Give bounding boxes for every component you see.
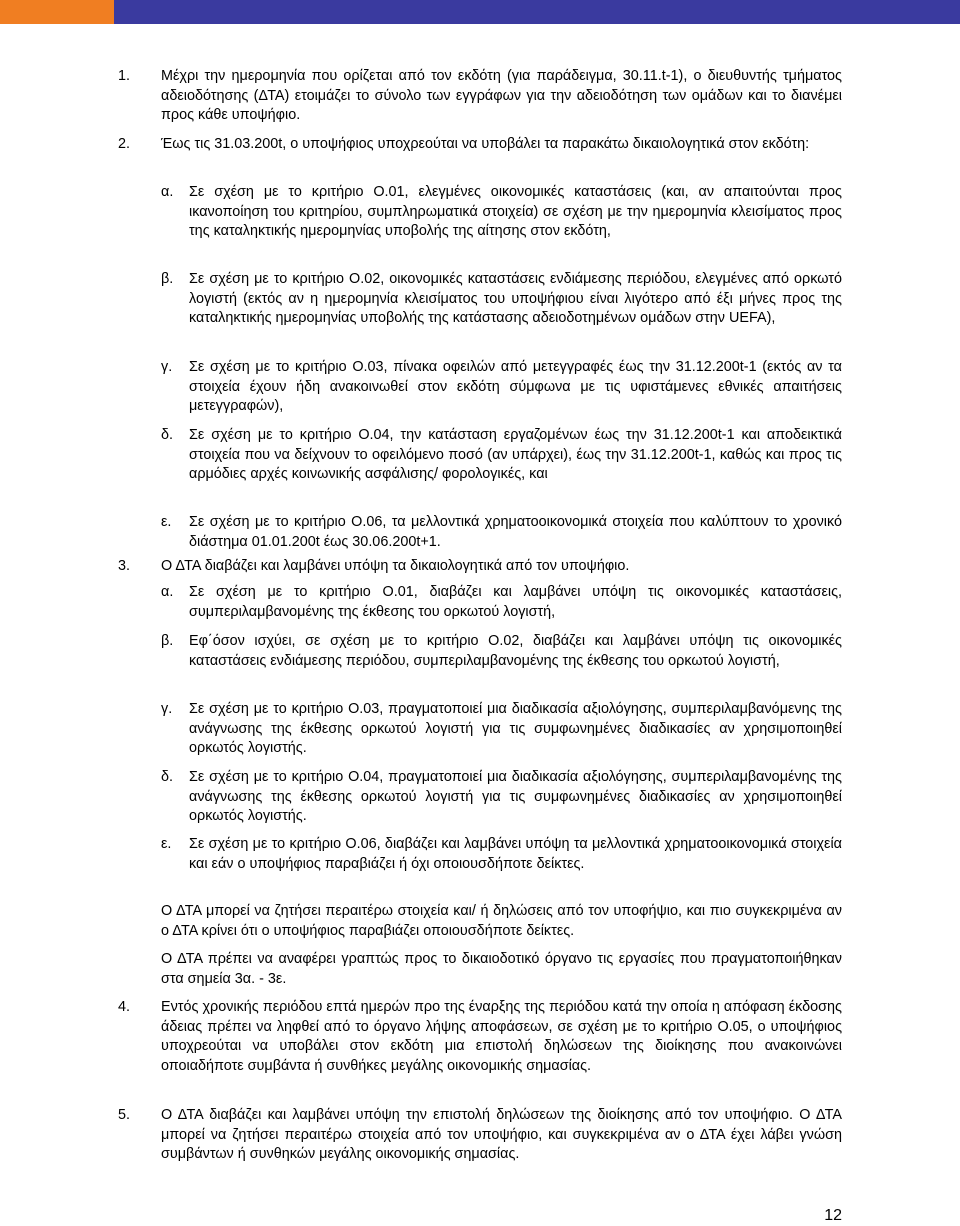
header-bar (0, 0, 960, 24)
sub-item-label: α. (161, 184, 174, 200)
header-accent-block (0, 0, 114, 24)
sub-item-2d (161, 426, 842, 485)
sub-item-text: Σε σχέση με το κριτήριο Ο.03, πίνακα οφειλών από μετεγγραφές έως την 31.12.200t-1 (εκτός αν τα στοιχεία έχουν ήδη ανακοινωθεί στον εκδότη σύμφωνα με τις υφιστάμενες εθνικές απαιτήσεις μετεγγραφών), (189, 359, 842, 414)
item-number: 3. (118, 558, 131, 574)
item-number: 5. (118, 1107, 131, 1123)
sub-item-text: Σε σχέση με το κριτήριο Ο.01, ελεγμένες οικονομικές καταστάσεις (και, αν απαιτούνται προς ικανοποίηση του κριτηρίου, συμπληρωματικά στοιχεία) σε σχέση με την ημερομηνία κλεισίματος προς της καταληκτικής ημερομηνίας υποβολής της αίτησης στον εκδότη, (189, 184, 842, 239)
list-item-5 (118, 1106, 842, 1165)
sub-item-label: δ. (161, 427, 174, 443)
item-text: Εντός χρονικής περιόδου επτά ημερών προ της έναρξης της περιόδου κατά την οποία η απόφαση έκδοσης άδειας πρέπει να ληφθεί από το όργανο λήψης αποφάσεων, σε σχέση με το κριτήριο Ο.05, ο υποψήφιος υποχρεούται να υποβάλει στον εκδότη μια επιστολή δηλώσεων της διοίκησης που ανακοινώνει οποιαδήποτε συμβάντα ή συνθήκες μεγάλης οικονομικής σημασίας. (161, 999, 842, 1074)
sub-item-text: Σε σχέση με το κριτήριο Ο.02, οικονομικές καταστάσεις ενδιάμεσης περιόδου, ελεγμένες από ορκωτό λογιστή (εκτός αν η ημερομηνία κλεισίματος του υποψήφιου είναι λιγότερο από έξι μήνες προς της καταληκτικής ημερομηνίας υποβολής της κατάστασης αδειοδοτημένων ομάδων στην UEFA), (189, 271, 842, 326)
page-number: 12 (824, 1207, 842, 1224)
sub-item-2c (161, 358, 842, 417)
header-main-block (114, 0, 960, 24)
item-text: Ο ΔΤΑ διαβάζει και λαμβάνει υπόψη τα δικαιολογητικά από τον υποψήφιο. (161, 558, 630, 574)
sub-item-3d (161, 768, 842, 827)
sub-item-text: Σε σχέση με το κριτήριο Ο.06, διαβάζει και λαμβάνει υπόψη τα μελλοντικά χρηματοοικονομικά στοιχεία και εάν ο υποψήφιος παραβιάζει ή όχι οποιουσδήποτε δείκτες. (189, 836, 842, 872)
item-text: Μέχρι την ημερομηνία που ορίζεται από τον εκδότη (για παράδειγμα, 30.11.t-1), ο διευθυντής τμήματος αδειοδότησης (ΔΤΑ) ετοιμάζει το σύνολο των εγγράφων για την αδειοδότηση των ομάδων και το διανέμει προς κάθε υποψήφιο. (161, 68, 842, 123)
list-item-3 (118, 557, 842, 577)
item-3-note-1: Ο ΔΤΑ μπορεί να ζητήσει περαιτέρω στοιχεία και/ ή δηλώσεις από τον υποφήψιο, και πιο συγκεκριμένα αν ο ΔΤΑ κρίνει ότι ο υποψήφιος παραβιάζει οποιουσδήποτε δείκτες. (161, 903, 842, 939)
item-text: Έως τις 31.03.200t, ο υποψήφιος υποχρεούται να υποβάλει τα παρακάτω δικαιολογητικά στον εκδότη: (161, 136, 810, 152)
item-number: 1. (118, 68, 131, 84)
list-item-4 (118, 998, 842, 1076)
sub-item-text: Εφ΄όσον ισχύει, σε σχέση με το κριτήριο Ο.02, διαβάζει και λαμβάνει υπόψη τις οικονομικές καταστάσεις ενδιάμεσης περιόδου, συμπεριλαμβανομένης της έκθεσης του ορκωτού λογιστή, (189, 633, 842, 669)
sub-item-2e (161, 513, 842, 552)
sub-item-label: γ. (161, 701, 173, 717)
sub-item-text: Σε σχέση με το κριτήριο Ο.01, διαβάζει και λαμβάνει υπόψη τις οικονομικές καταστάσεις, συμπεριλαμβανομένης της έκθεσης του ορκωτού λογιστή, (189, 584, 842, 620)
sub-item-text: Σε σχέση με το κριτήριο Ο.04, πραγματοποιεί μια διαδικασία αξιολόγησης, συμπεριλαμβανομένης της ανάγνωσης της έκθεσης ορκωτού λογιστή για τις συμφωνημένες διαδικασίες αν χρησιμοποιηθεί ορκωτός λογιστής. (189, 769, 842, 824)
sub-item-2b (161, 270, 842, 329)
sub-item-label: ε. (161, 514, 172, 530)
sub-item-label: β. (161, 271, 174, 287)
sub-item-3b (161, 632, 842, 671)
sub-item-3e (161, 835, 842, 874)
list-item-2 (118, 135, 842, 155)
sub-item-label: ε. (161, 836, 172, 852)
sub-item-3a (161, 583, 842, 622)
sub-item-label: β. (161, 633, 174, 649)
item-number: 2. (118, 136, 131, 152)
sub-item-label: α. (161, 584, 174, 600)
list-item-1 (118, 67, 842, 126)
sub-item-label: δ. (161, 769, 174, 785)
sub-item-label: γ. (161, 359, 173, 375)
sub-item-text: Σε σχέση με το κριτήριο Ο.06, τα μελλοντικά χρηματοοικονομικά στοιχεία που καλύπτουν το χρονικό διάστημα 01.01.200t έως 30.06.200t+1. (189, 514, 842, 550)
item-text: Ο ΔΤΑ διαβάζει και λαμβάνει υπόψη την επιστολή δηλώσεων της διοίκησης από τον υποψήφιο. Ο ΔΤΑ μπορεί να ζητήσει περαιτέρω στοιχεία από τον υποψήφιο, και συγκεκριμένα αν ο ΔΤΑ έχει λάβει γνώση συμβάντων ή συνθηκών μεγάλης οικονομικής σημασίας. (161, 1107, 842, 1162)
sub-item-text: Σε σχέση με το κριτήριο Ο.04, την κατάσταση εργαζομένων έως την 31.12.200t-1 και αποδεικτικά στοιχεία που να δείχνουν το οφειλόμενο ποσό (αν υπάρχει), έως την 31.12.200t-1, καθώς και προς τις αρμόδιες αρχές κοινωνικής ασφάλισης/ φορολογικές, και (189, 427, 842, 482)
sub-item-2a (161, 183, 842, 242)
sub-item-text: Σε σχέση με το κριτήριο Ο.03, πραγματοποιεί μια διαδικασία αξιολόγησης, συμπεριλαμβανόμενης της ανάγνωσης της έκθεσης ορκωτού λογιστή για τις συμφωνημένες διαδικασίες αν χρησιμοποιηθεί ορκωτός λογιστής. (189, 701, 842, 756)
item-number: 4. (118, 999, 131, 1015)
item-3-note-2: Ο ΔΤΑ πρέπει να αναφέρει γραπτώς προς το δικαιοδοτικό όργανο τις εργασίες που πραγματοποιήθηκαν στα σημεία 3α. - 3ε. (161, 951, 842, 987)
sub-item-3c (161, 700, 842, 759)
